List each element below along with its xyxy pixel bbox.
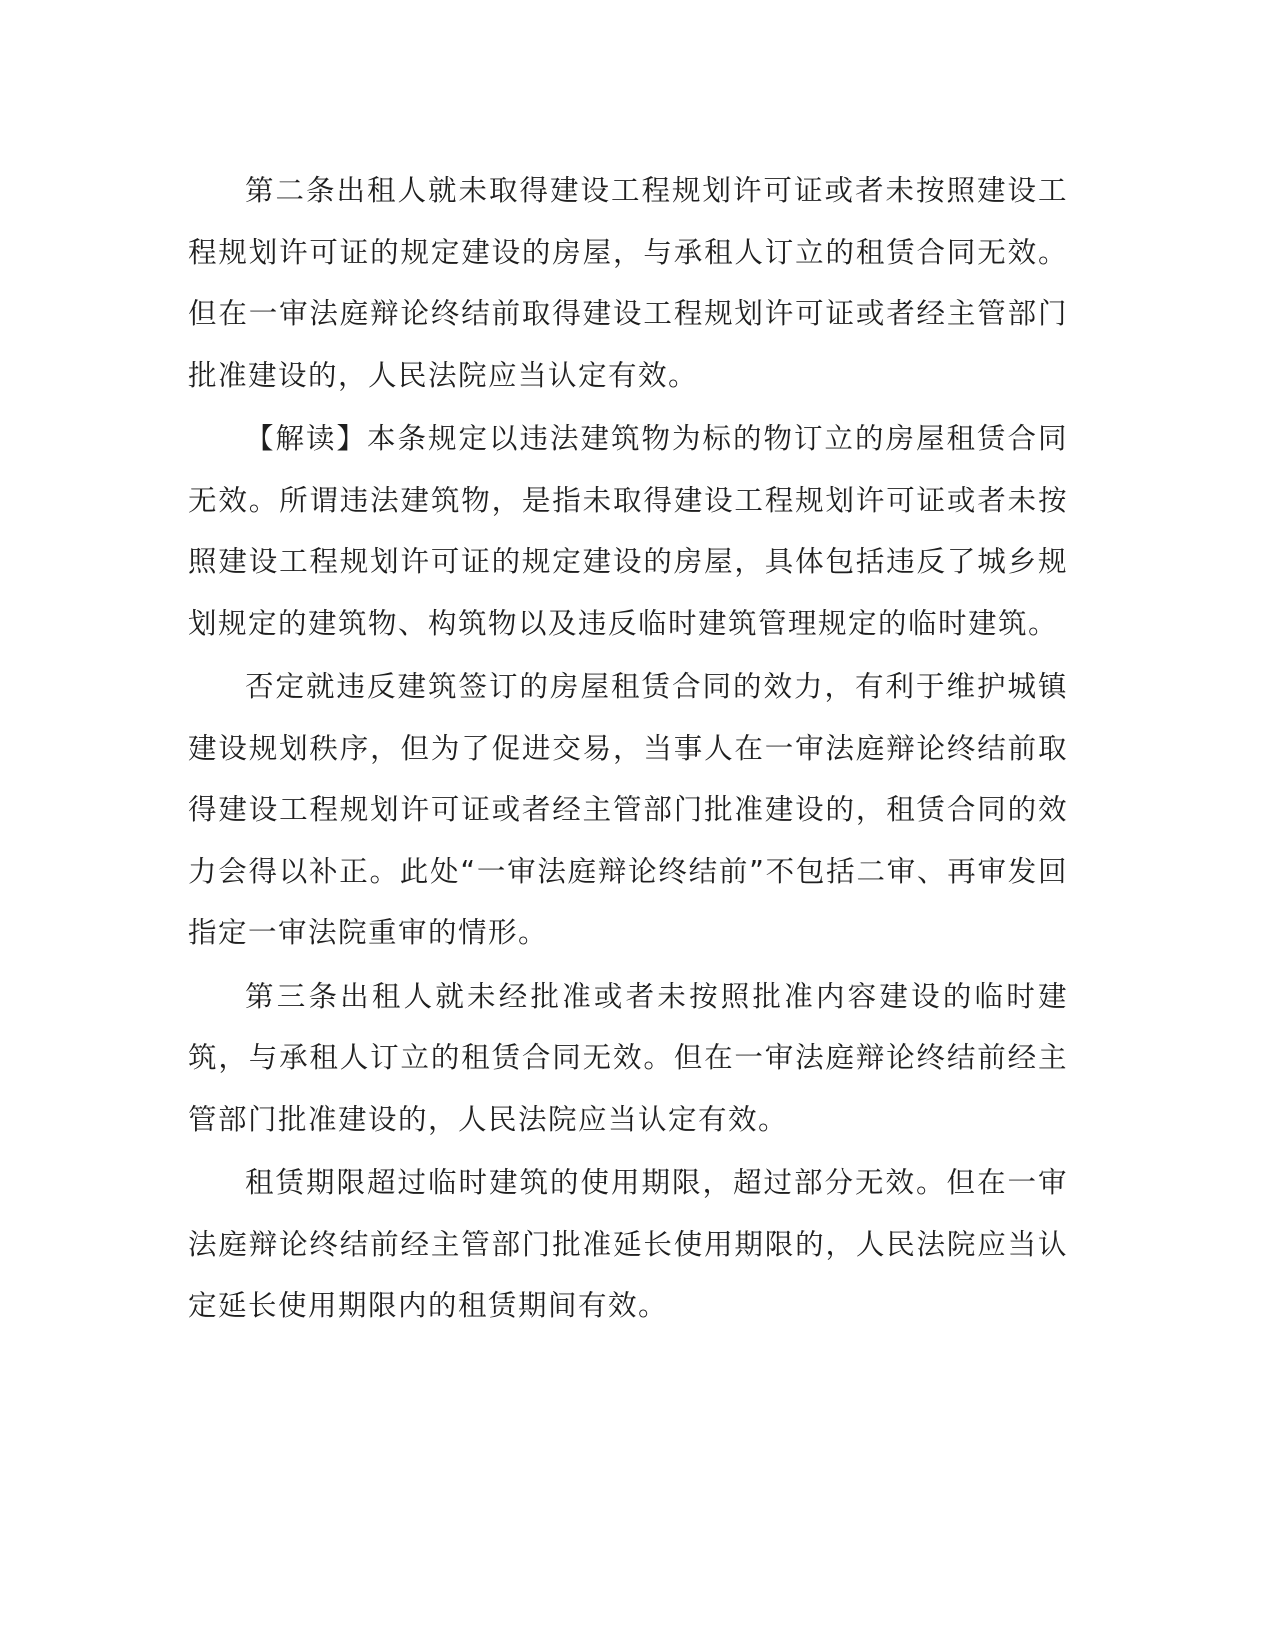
paragraph-article-2: 第二条出租人就未取得建设工程规划许可证或者未按照建设工程规划许可证的规定建设的房屋，与承租人订立的租赁合同无效。但在一审法庭辩论终结前取得建设工程规划许可证或者经主管部门批准建设的，人民法院应当认定有效。	[188, 174, 1068, 392]
paragraph-interpretation: 【解读】本条规定以违法建筑物为标的物订立的房屋租赁合同无效。所谓违法建筑物，是指未取得建设工程规划许可证或者未按照建设工程规划许可证的规定建设的房屋，具体包括违反了城乡规划规定的建筑物、构筑物以及违反临时建筑管理规定的临时建筑。	[188, 422, 1068, 640]
document-body	[188, 160, 1068, 1339]
paragraph-lease-term: 租赁期限超过临时建筑的使用期限，超过部分无效。但在一审法庭辩论终结前经主管部门批准延长使用期限的，人民法院应当认定延长使用期限内的租赁期间有效。	[188, 1166, 1068, 1322]
paragraph-validity-note: 否定就违反建筑签订的房屋租赁合同的效力，有利于维护城镇建设规划秩序，但为了促进交易，当事人在一审法庭辩论终结前取得建设工程规划许可证或者经主管部门批准建设的，租赁合同的效力会得以补正。此处“一审法庭辩论终结前”不包括二审、再审发回指定一审法院重审的情形。	[188, 670, 1068, 949]
paragraph-article-3: 第三条出租人就未经批准或者未按照批准内容建设的临时建筑，与承租人订立的租赁合同无效。但在一审法庭辩论终结前经主管部门批准建设的，人民法院应当认定有效。	[188, 979, 1068, 1136]
